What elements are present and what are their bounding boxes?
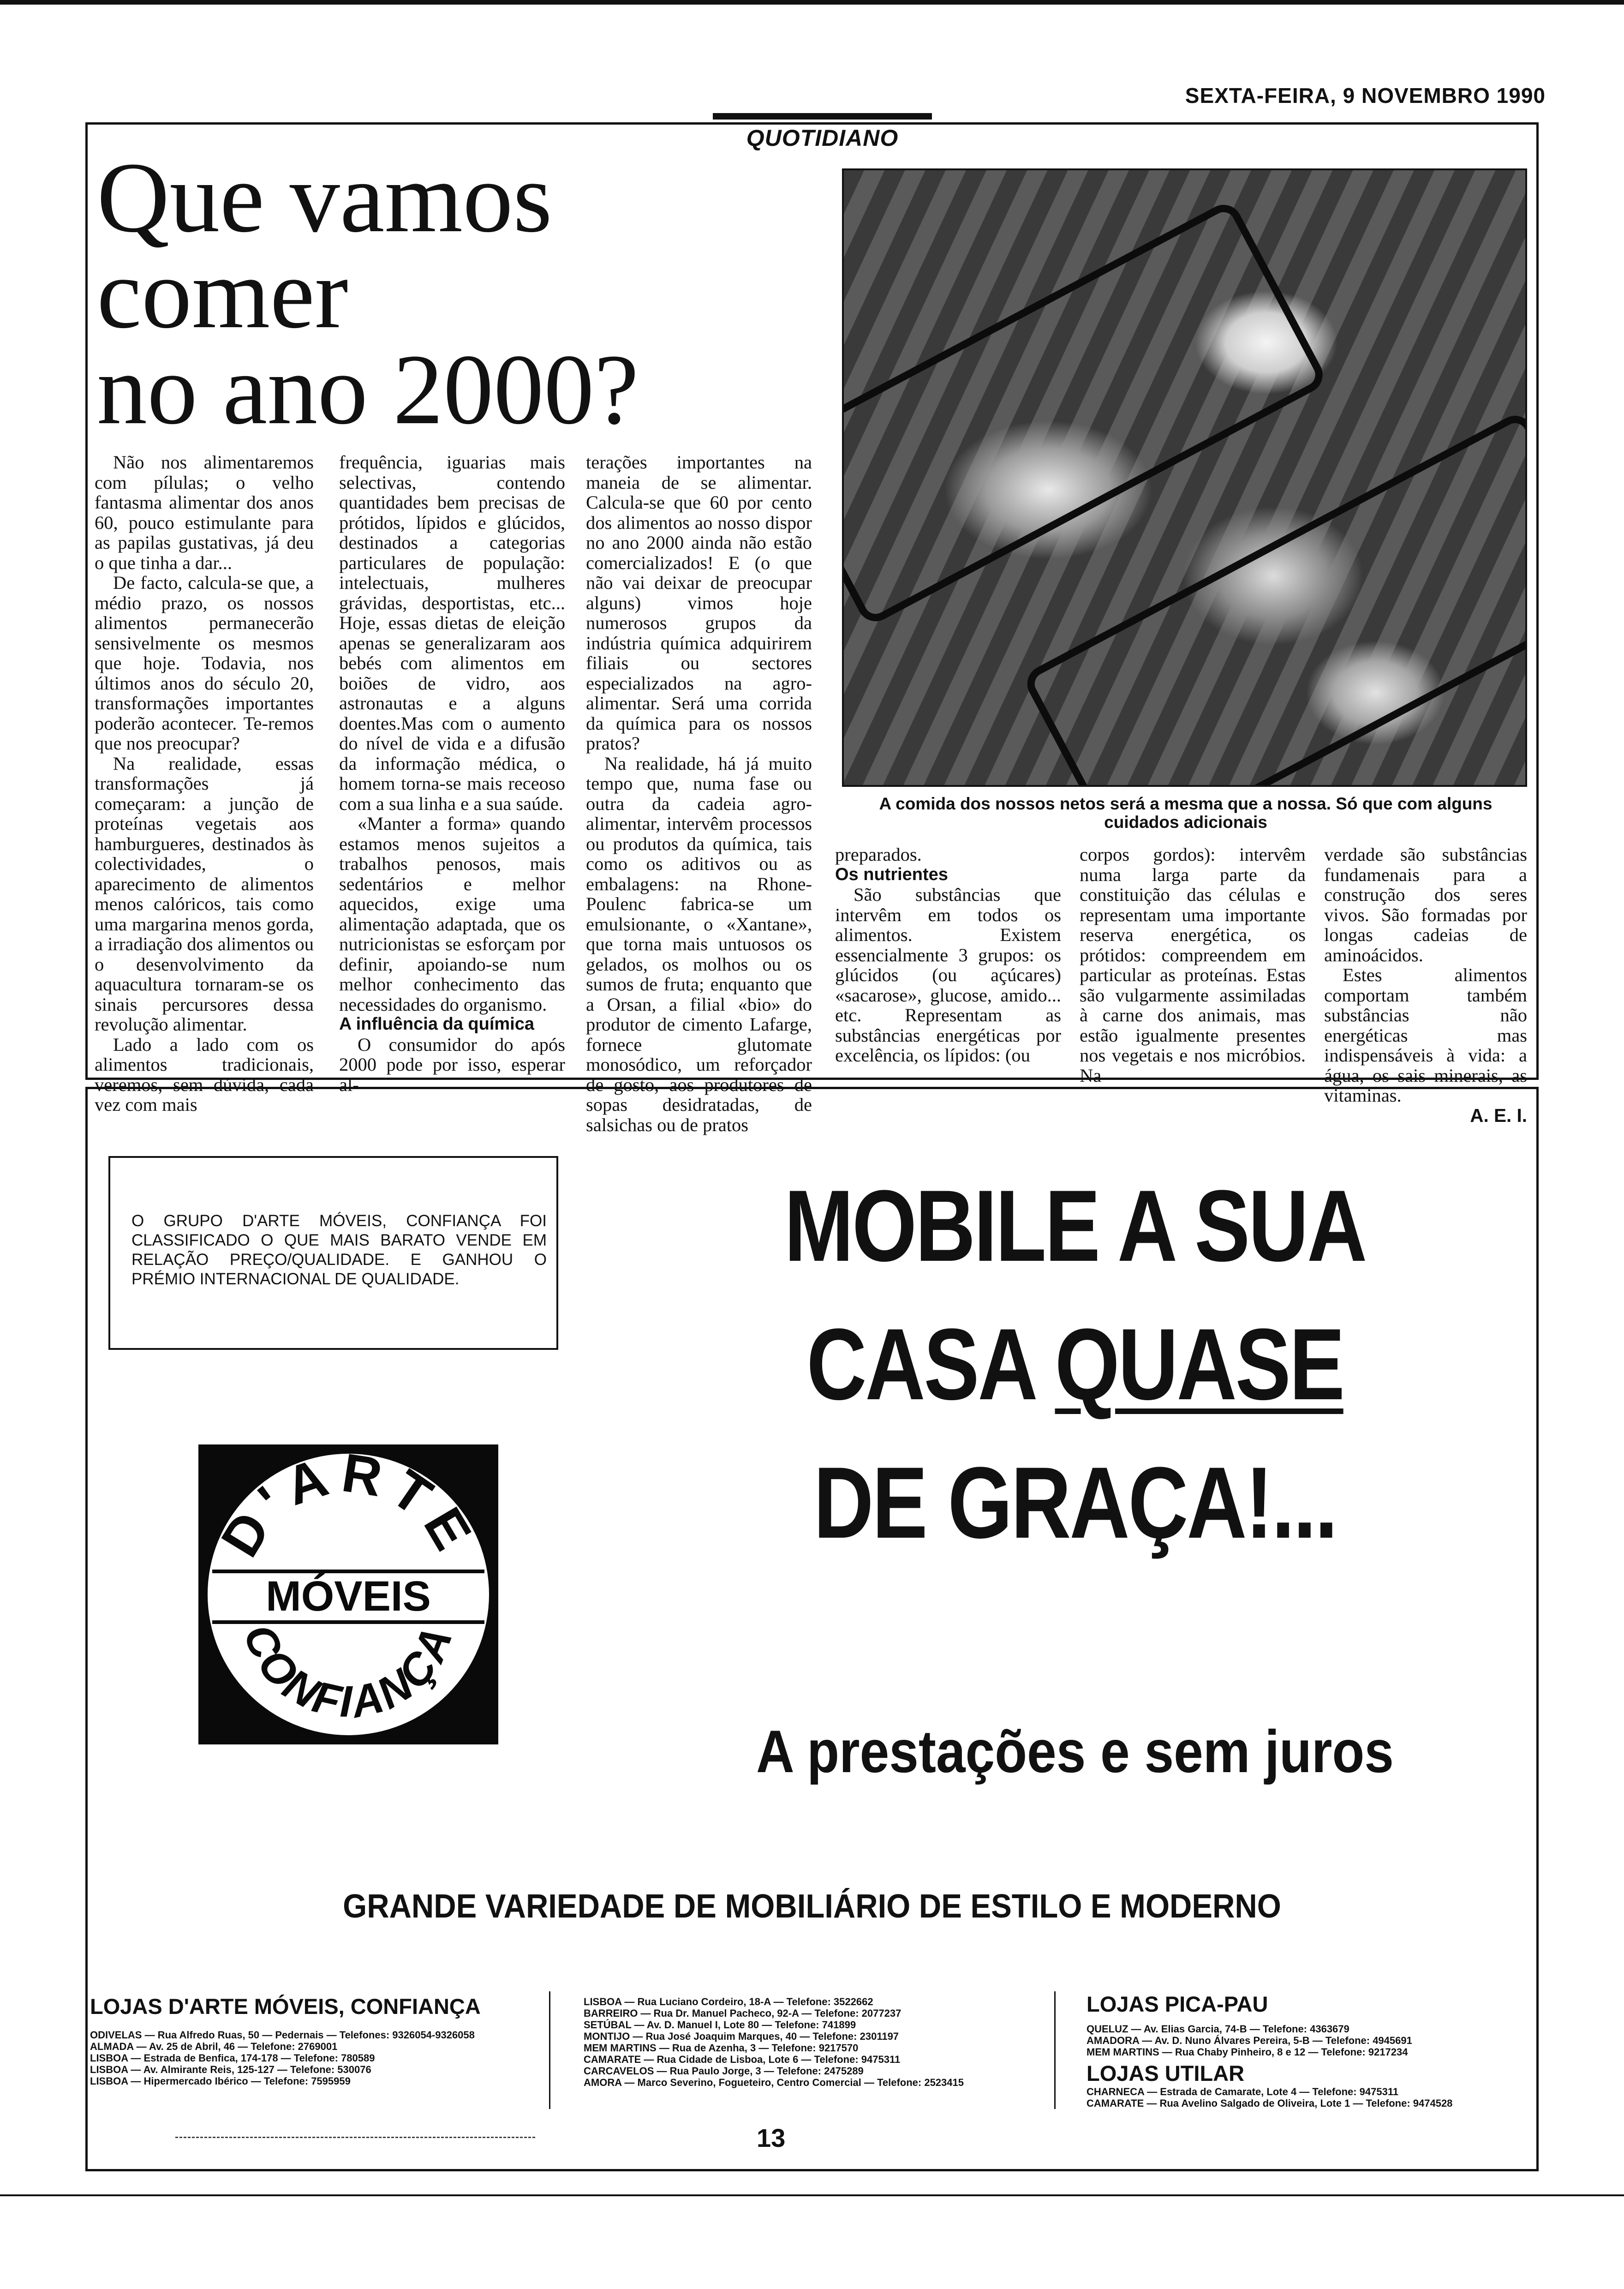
paragraph: O consumidor do após 2000 pode por isso, esperar al- bbox=[339, 1034, 565, 1095]
store-line: AMORA — Marco Severino, Fogueteiro, Centro Comercial — Telefone: 2523415 bbox=[584, 2077, 964, 2088]
article-column-5 bbox=[1080, 845, 1306, 1085]
photo-caption: A comida dos nossos netos será a mesma que a nossa. Só que com alguns cuidados adicionais bbox=[879, 794, 1493, 832]
stores-right-title-2: LOJAS UTILAR bbox=[1087, 2061, 1245, 2085]
stores-left-list bbox=[90, 2029, 551, 2087]
page-number: 13 bbox=[757, 2123, 786, 2152]
store-line: QUELUZ — Av. Elias Garcia, 74-B — Telefone: 4363679 bbox=[1087, 2023, 1349, 2035]
stores-left-title: LOJAS D'ARTE MÓVEIS, CONFIANÇA bbox=[90, 1994, 481, 2019]
store-line: SETÚBAL — Av. D. Manuel I, Lote 80 — Telefone: 741899 bbox=[584, 2019, 856, 2031]
subheading: Os nutrientes bbox=[835, 864, 948, 884]
headline-line: no ano 2000? bbox=[97, 334, 639, 445]
paragraph: frequência, iguarias mais selectivas, contendo quantidades bem precisas de prótidos, lípidos e glúcidos, destinados a categorias particulares de população: intelectuais, mulheres grávidas, desportistas, etc... Hoje, essas dietas de eleição apenas se generalizaram aos bebés com alimentos em boiões de vidro, aos astronautas e a alguns doentes.Mas com o aumento do nível de vida e a difusão da informação médica, o homem torna-se mais receoso com a sua linha e a sua saúde. bbox=[339, 452, 565, 814]
ad-variety-line: GRANDE VARIEDADE DE MOBILIÁRIO DE ESTILO E MODERNO bbox=[343, 1888, 1281, 1925]
paragraph: preparados. bbox=[835, 844, 922, 865]
separator bbox=[549, 1991, 550, 2109]
article-column-6 bbox=[1324, 845, 1527, 1126]
section-rule bbox=[713, 113, 932, 120]
ad-headline-word: CASA bbox=[806, 1307, 1055, 1421]
article-column-2 bbox=[339, 452, 565, 1095]
ad-headline-emphasis: QUASE bbox=[1055, 1307, 1343, 1421]
subheading: A influência da química bbox=[339, 1014, 535, 1034]
article-column-4 bbox=[835, 845, 1061, 1066]
store-line: AMADORA — Av. D. Nuno Álvares Pereira, 5-B — Telefone: 4945691 bbox=[1087, 2035, 1412, 2046]
paragraph: Lado a lado com os alimentos tradicionais, veremos, sem dúvida, cada vez com mais bbox=[95, 1034, 314, 1115]
stores-middle bbox=[584, 1996, 1045, 2088]
paragraph: São substâncias que intervêm em todos os alimentos. Existem essencialmente 3 grupos: os glúcidos (ou açúcares) «sacarose», glucose, amido... etc. Representam as substâncias energéticas por excelência, os lípidos: (ou bbox=[835, 884, 1061, 1066]
store-line: LISBOA — Rua Luciano Cordeiro, 18-A — Telefone: 3522662 bbox=[584, 1996, 873, 2007]
paragraph: verdade são substâncias fundamenais para a construção dos seres vivos. São formadas por longas cadeias de aminoácidos. bbox=[1324, 844, 1527, 965]
stores-left bbox=[90, 1994, 551, 2087]
store-line: BARREIRO — Rua Dr. Manuel Pacheco, 92-A — Telefone: 2077237 bbox=[584, 2007, 902, 2019]
store-line: ALMADA — Av. 25 de Abril, 46 — Telefone: 2769001 bbox=[90, 2041, 338, 2052]
stores-right-title: LOJAS PICA-PAU bbox=[1087, 1992, 1268, 2016]
bottom-border bbox=[0, 2194, 1624, 2196]
ad-subline: A prestações e sem juros bbox=[756, 1718, 1394, 1785]
logo-text-middle: MÓVEIS bbox=[266, 1573, 431, 1620]
paragraph: De facto, calcula-se que, a médio prazo, os nossos alimentos permanecerão sensivelmente os mesmos que hoje. Todavia, nos últimos anos do século 20, transformações importantes poderão acontecer. Te-remos que nos preocupar? bbox=[95, 572, 314, 754]
store-line: LISBOA — Av. Almirante Reis, 125-127 — Telefone: 530076 bbox=[90, 2064, 371, 2075]
headline bbox=[97, 142, 844, 445]
store-line: ODIVELAS — Rua Alfredo Ruas, 50 — Pedernais — Telefones: 9326054-9326058 bbox=[90, 2029, 475, 2041]
author-signature: A. E. I. bbox=[1470, 1104, 1527, 1126]
store-line: LISBOA — Estrada de Benfica, 174-178 — Telefone: 780589 bbox=[90, 2052, 375, 2064]
store-line: CARCAVELOS — Rua Paulo Jorge, 3 — Telefone: 2475289 bbox=[584, 2065, 864, 2077]
top-border bbox=[0, 0, 1624, 5]
paragraph: Não nos alimentaremos com pílulas; o velho fantasma alimentar dos anos 60, pouco estimulante para as papilas gustativas, já deu o que tinha a dar... bbox=[95, 452, 314, 573]
paragraph: Na realidade, essas transformações já começaram: a junção de proteínas vegetais aos hamburgueres, destinados às colectividades, o aparecimento de alimentos menos calóricos, tais como uma margarina menos gorda, a irradiação dos alimentos ou o desenvolvimento da aquacultura tornaram-se os sinais percursores dessa revolução alimentar. bbox=[95, 753, 314, 1035]
store-line: LISBOA — Hipermercado Ibérico — Telefone: 7595959 bbox=[90, 2075, 351, 2087]
store-line: CHARNECA — Estrada de Camarate, Lote 4 — Telefone: 9475311 bbox=[1087, 2086, 1399, 2097]
ad-headline-line-3: DE GRAÇA!... bbox=[813, 1446, 1337, 1559]
store-line: MONTIJO — Rua José Joaquim Marques, 40 — Telefone: 2301197 bbox=[584, 2031, 899, 2042]
paragraph: terações importantes na maneia de se alimentar. Calcula-se que 60 por cento dos alimentos ao nosso dispor no ano 2000 ainda não estão comercializados! E (o que não vai deixar de preocupar alguns) vimos hoje numerosos grupos da indústria química adquirirem filiais ou sectores especializados na agro-alimentar. Será uma corrida da química para os nossos pratos? bbox=[586, 452, 812, 754]
ad-headline-line-2 bbox=[742, 1306, 1408, 1423]
stores-middle-list bbox=[584, 1996, 1045, 2088]
section-label: QUOTIDIANO bbox=[746, 125, 899, 151]
award-text: O GRUPO D'ARTE MÓVEIS, CONFIANÇA FOI CLASSIFICADO O QUE MAIS BARATO VENDE EM RELAÇÃO PREÇO/QUALIDADE. E GANHOU O PRÉMIO INTERNACIONAL DE QUALIDADE. bbox=[131, 1212, 547, 1288]
article-column-1 bbox=[95, 452, 314, 1115]
logo-text-top-path: D'ARTE bbox=[209, 1444, 487, 1567]
ad-headline-line-1: MOBILE A SUA bbox=[784, 1169, 1366, 1282]
paragraph: «Manter a forma» quando estamos menos sujeitos a trabalhos penosos, mais sedentários e melhor aquecidos, exige uma alimentação adaptada, que os nutricionistas se esforçam por definir, apoiando-se num melhor conhecimento das necessidades do organismo. bbox=[339, 813, 565, 1015]
logo-text-bottom-path: CONFIANÇA bbox=[234, 1618, 463, 1728]
article-column-3 bbox=[586, 452, 812, 1135]
headline-line: Que vamos bbox=[97, 142, 552, 253]
dateline: SEXTA-FEIRA, 9 NOVEMBRO 1990 bbox=[1185, 84, 1546, 108]
paragraph: Estes alimentos comportam também substâncias não energéticas mas indispensáveis à vida: a água, os sais minerais, as vitaminas. bbox=[1324, 965, 1527, 1106]
store-line: MEM MARTINS — Rua Chaby Pinheiro, 8 e 12 — Telefone: 9217234 bbox=[1087, 2046, 1408, 2058]
headline-line: comer bbox=[97, 238, 348, 349]
store-line: CAMARATE — Rua Avelino Salgado de Oliveira, Lote 1 — Telefone: 9474528 bbox=[1087, 2097, 1453, 2109]
food-photo bbox=[842, 168, 1527, 787]
dashed-rule bbox=[175, 2137, 535, 2138]
stores-right-list-2 bbox=[1087, 2086, 1529, 2109]
separator bbox=[1054, 1991, 1056, 2109]
stores-right bbox=[1087, 1991, 1529, 2109]
darte-moveis-logo bbox=[198, 1444, 498, 1744]
paragraph: Na realidade, há já muito tempo que, numa fase ou outra da cadeia agro-alimentar, intervêm processos ou produtos da química, tais como os aditivos ou as embalagens: na Rhone-Poulenc fabrica-se um emulsionante, o «Xantane», que torna mais untuosos os gelados, os molhos ou os sumos de fruta; enquanto que a Orsan, a filial «bio» do produtor de cimento Lafarge, fornece glutomate monosódico, um reforçador de gosto, aos produtores de sopas desidratadas, de salsichas ou de pratos bbox=[586, 753, 812, 1135]
store-line: MEM MARTINS — Rua de Azenha, 3 — Telefone: 9217570 bbox=[584, 2042, 859, 2054]
paragraph: corpos gordos): intervêm numa larga parte da constituição das células e representam uma importante reserva energética, os prótidos: compreendem em particular as proteínas. Estas são vulgarmente assimiladas à carne dos animais, mas estão igualmente presentes nos vegetais e nos micróbios. Na bbox=[1080, 844, 1306, 1086]
store-line: CAMARATE — Rua Cidade de Lisboa, Lote 6 — Telefone: 9475311 bbox=[584, 2054, 901, 2065]
stores-right-list bbox=[1087, 2023, 1529, 2058]
